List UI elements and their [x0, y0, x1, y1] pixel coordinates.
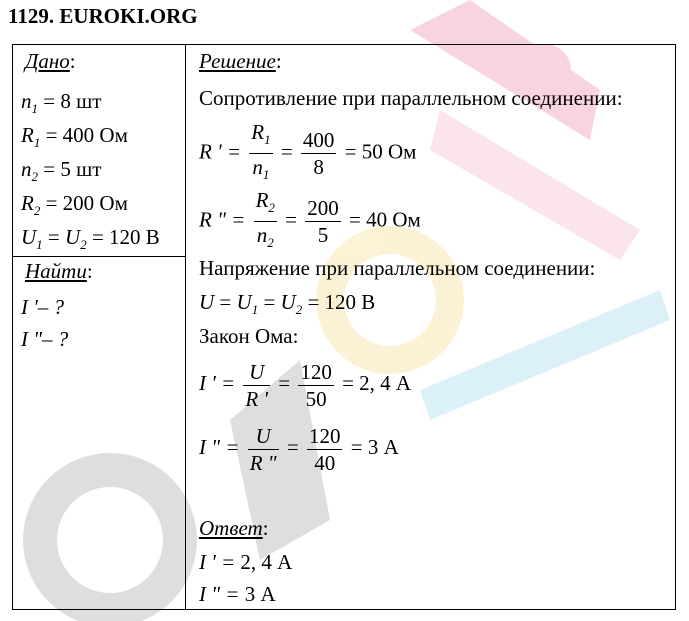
resistance-heading: Сопротивление при параллельном соединении: [199, 86, 623, 110]
fraction-200-5: $\frac{200}{5}$ [307, 196, 339, 247]
fraction-u-r2: $\frac{U}{R "}$ [249, 423, 277, 475]
page-header: 1129. EUROKI.ORG [8, 4, 198, 28]
given-heading: Дано: [25, 49, 76, 73]
answer-i1: I ' = 2, 4 А [199, 550, 293, 574]
column-divider [185, 45, 186, 609]
ohm-heading: Закон Ома: [199, 324, 299, 348]
solution-table [12, 44, 676, 610]
find-heading: Найти: [25, 259, 93, 283]
find-i1: I '– ? [21, 295, 64, 319]
given-n2: $n_2 = 5$ шт [21, 157, 102, 184]
formula-i1: I ' = $\frac{U}{R '}$ = $\frac{120}{50}$ = 2, 4 А [199, 359, 412, 411]
voltage-heading: Напряжение при параллельном соединении: [199, 256, 596, 280]
fraction-r1-n1: $\frac{R_1}{n_1}$ [251, 120, 271, 182]
given-r1: $R_1 = 400$ Ом [21, 123, 128, 150]
voltage-equation: $U = U_1 = U_2 = 120$ В [199, 290, 376, 317]
formula-r2: R " = $\frac{R_2}{n_2}$ = $\frac{200}{5}$ = 40 Ом [199, 187, 421, 256]
solution-heading: Решение: [199, 49, 282, 73]
answer-heading: Ответ: [199, 516, 269, 540]
given-voltage: $U_1 = U_2 = 120$ В [21, 225, 160, 252]
fraction-120-40: $\frac{120}{40}$ [308, 423, 341, 475]
fraction-u-r1: $\frac{U}{R '}$ [245, 359, 268, 411]
given-r2: $R_2 = 200$ Ом [21, 191, 128, 218]
answer-i2: I " = 3 А [199, 582, 276, 606]
fraction-400-8: $\frac{400}{8}$ [302, 128, 335, 179]
formula-i2: I " = $\frac{U}{R "}$ = $\frac{120}{40}$ = 3 А [199, 423, 399, 475]
formula-r1: R ' = $\frac{R_1}{n_1}$ = $\frac{400}{8}$ = 50 Ом [199, 119, 416, 188]
fraction-r2-n2: $\frac{R_2}{n_2}$ [255, 188, 275, 250]
find-i2: I "– ? [21, 327, 69, 351]
fraction-120-50: $\frac{120}{50}$ [300, 359, 332, 411]
given-n1: $n_1 = 8$ шт [21, 89, 102, 116]
